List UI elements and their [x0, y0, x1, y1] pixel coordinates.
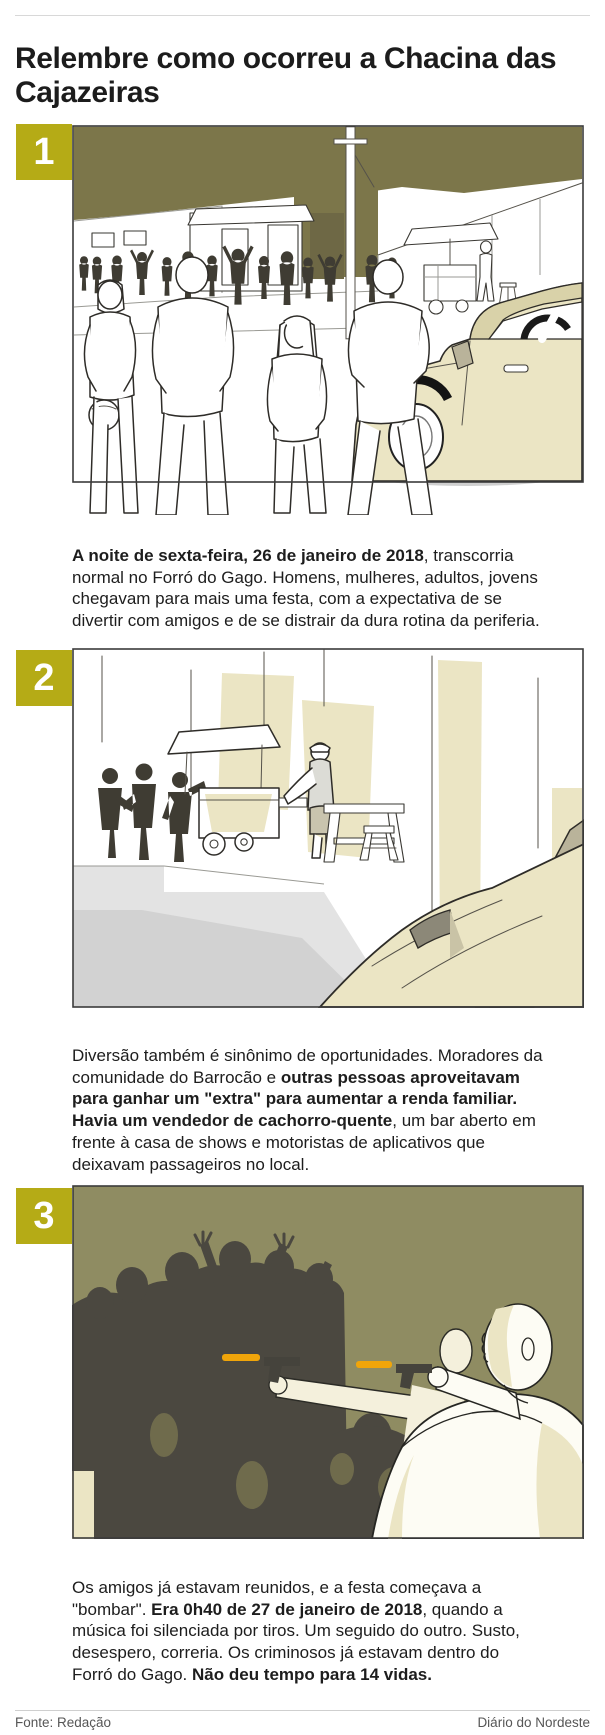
illustration-night-street-scene	[72, 125, 584, 515]
caption-text: Os amigos já estavam reunidos, e a festa começava a "bombar".	[72, 1578, 482, 1619]
step-2-number: 2	[33, 656, 55, 699]
illustration-shooting-scene	[72, 1185, 584, 1539]
step-3-caption	[72, 1577, 544, 1686]
step-2-illustration-panel	[72, 648, 584, 1008]
step-1-caption	[72, 545, 544, 632]
edge-highlight	[72, 1471, 94, 1539]
footer-divider	[15, 1710, 590, 1711]
step-3-illustration-panel	[72, 1185, 584, 1539]
people-silhouettes	[98, 764, 206, 863]
caption-text: A noite de sexta-feira, 26 de janeiro de 2018	[72, 546, 424, 565]
step-2-caption	[72, 1045, 544, 1175]
top-divider	[15, 15, 590, 16]
publisher-credit: Diário do Nordeste	[477, 1715, 590, 1730]
source-credit: Fonte: Redação	[15, 1715, 112, 1730]
caption-text: outras pessoas aproveitavam para ganhar um "extra" para aumentar a renda familiar. Havia um vendedor de cachorro-quente	[72, 1067, 520, 1131]
caption-text: , um bar aberto em frente à casa de shows e motoristas de aplicativos que deixavam passageiros no local.	[72, 1111, 536, 1174]
page-title: Relembre como ocorreu a Chacina das Cajazeiras	[15, 42, 557, 110]
step-3-number: 3	[33, 1194, 55, 1237]
step-1-number: 1	[33, 130, 55, 173]
illustration-vendor-scene	[72, 648, 584, 1008]
caption-text: Era 0h40 de 27 de janeiro de 2018	[151, 1599, 423, 1619]
step-3-number-badge	[16, 1188, 72, 1244]
caption-text: Diversão também é sinônimo de oportunidades. Moradores da comunidade do Barrocão e	[72, 1046, 543, 1087]
step-1-number-badge	[16, 124, 72, 180]
caption-text: Não deu tempo para 14 vidas.	[192, 1664, 432, 1684]
step-2-number-badge	[16, 650, 72, 706]
caption-text: , quando a música foi silenciada por tiros. Um seguido do outro. Susto, desespero, correria. Os criminosos já estavam dentro do Forró do Gago.	[72, 1599, 520, 1684]
caption-text: , transcorria normal no Forró do Gago. Homens, mulheres, adultos, jovens chegavam para mais uma festa, com a expectativa de se divertir com amigos e de se distrair da dura rotina da periferia.	[72, 546, 540, 631]
step-1-illustration-panel	[72, 125, 584, 515]
